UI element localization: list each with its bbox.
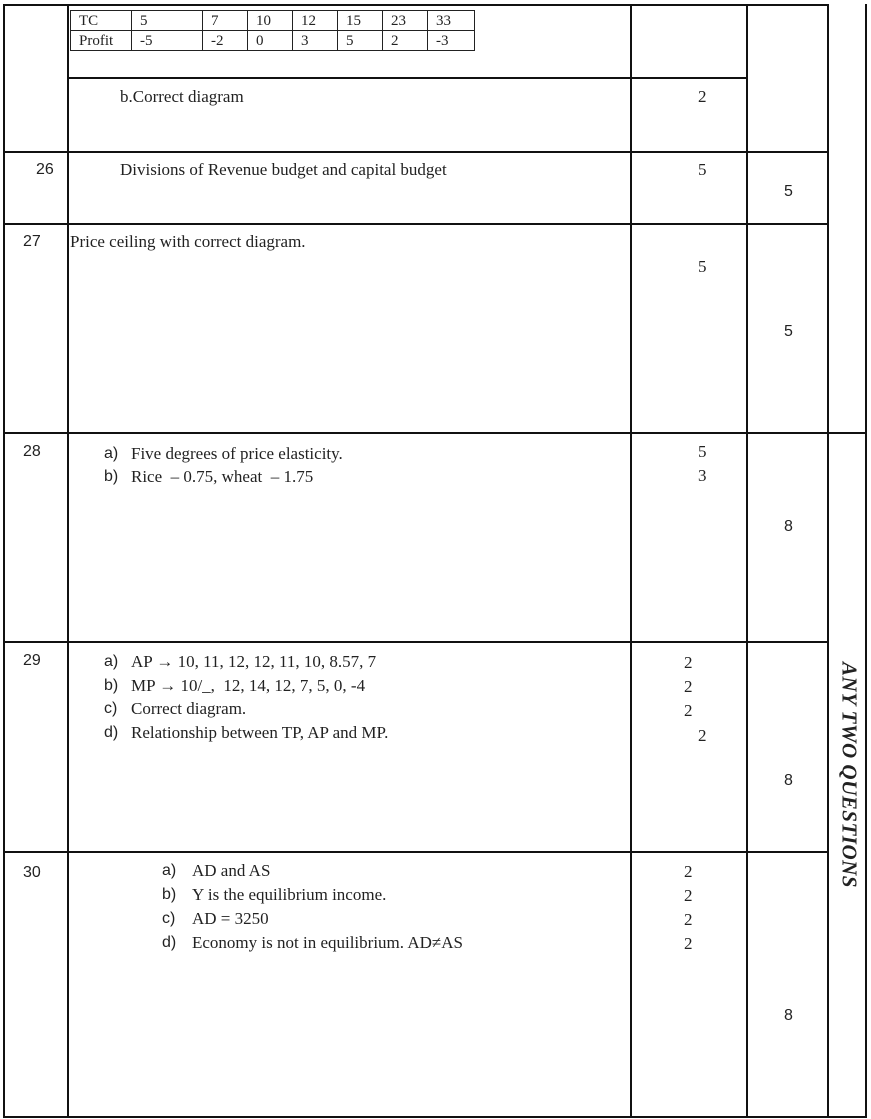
table-cell: -3 [428,31,475,51]
table-cell: 3 [293,31,338,51]
answer-text: Rice – 0.75, wheat – 1.75 [131,467,314,486]
mark-value: 3 [698,466,707,485]
side-note: ANY TWO QUESTIONS [837,662,862,888]
question-number: 30 [23,864,41,881]
question-number: 28 [23,443,41,460]
answer-text: b.Correct diagram [120,87,244,106]
answer-text: Five degrees of price elasticity. [131,444,343,463]
row-line-4 [3,432,867,434]
column-divider-marks [630,4,632,1118]
table-row [71,31,475,51]
item-label: a) [104,445,119,462]
item-label: c) [104,700,118,717]
answer-text: AP → 10, 11, 12, 12, 11, 10, 8.57, 7 [131,652,377,671]
table-cell: 0 [248,31,293,51]
answer-text: MP → 10/_, 12, 14, 12, 7, 5, 0, -4 [131,676,366,695]
total-mark: 8 [784,1007,793,1024]
question-number: 26 [36,161,54,178]
answer-text: AD and AS [192,861,271,880]
mark-value: 2 [698,87,707,106]
mark-value: 5 [698,442,707,461]
row-line-3 [3,223,829,225]
total-mark: 8 [784,518,793,535]
answer-text: Relationship between TP, AP and MP. [131,723,389,742]
mark-value: 5 [698,160,707,179]
mark-value: 2 [684,934,693,953]
mark-value: 2 [684,886,693,905]
row-line-6 [3,851,829,853]
answer-text: Y is the equilibrium income. [192,885,387,904]
question-number: 27 [23,233,41,250]
profit-table [70,10,475,51]
table-cell: 7 [203,11,248,31]
total-mark: 5 [784,323,793,340]
answer-text: Divisions of Revenue budget and capital budget [120,160,447,179]
column-divider-number [67,4,69,1118]
mark-value: 2 [684,677,693,696]
table-cell: 15 [338,11,383,31]
item-label: c) [162,910,176,927]
mark-value: 2 [698,726,707,745]
total-mark: 5 [784,183,793,200]
table-cell: 33 [428,11,475,31]
mark-value: 2 [684,701,693,720]
item-label: b) [104,468,119,485]
row-line-1 [67,77,748,79]
mark-value: 2 [684,862,693,881]
row-line-5 [3,641,829,643]
table-cell: 5 [132,11,203,31]
total-mark: 8 [784,772,793,789]
border-top [3,4,829,6]
question-number: 29 [23,652,41,669]
column-divider-total [746,4,748,1118]
answer-text: Price ceiling with correct diagram. [70,232,306,251]
mark-value: 2 [684,910,693,929]
answer-text: Economy is not in equilibrium. AD≠AS [192,933,463,952]
mark-value: 2 [684,653,693,672]
table-cell: 23 [383,11,428,31]
border-left [3,4,5,1118]
table-cell: 10 [248,11,293,31]
table-cell: -5 [132,31,203,51]
table-cell: TC [71,11,132,31]
item-label: b) [162,886,177,903]
table-cell: Profit [71,31,132,51]
table-row [71,11,475,31]
border-right [865,4,867,432]
item-label: d) [162,934,177,951]
border-right-lower [865,432,867,1118]
item-label: a) [162,862,177,879]
answer-text: Correct diagram. [131,699,247,718]
item-label: d) [104,724,119,741]
table-cell: 5 [338,31,383,51]
table-cell: 12 [293,11,338,31]
column-divider-note [827,4,829,1118]
row-line-2 [3,151,829,153]
item-label: a) [104,653,119,670]
answer-text: AD = 3250 [192,909,269,928]
item-label: b) [104,677,119,694]
table-cell: -2 [203,31,248,51]
mark-value: 5 [698,257,707,276]
table-cell: 2 [383,31,428,51]
border-bottom [3,1116,867,1118]
